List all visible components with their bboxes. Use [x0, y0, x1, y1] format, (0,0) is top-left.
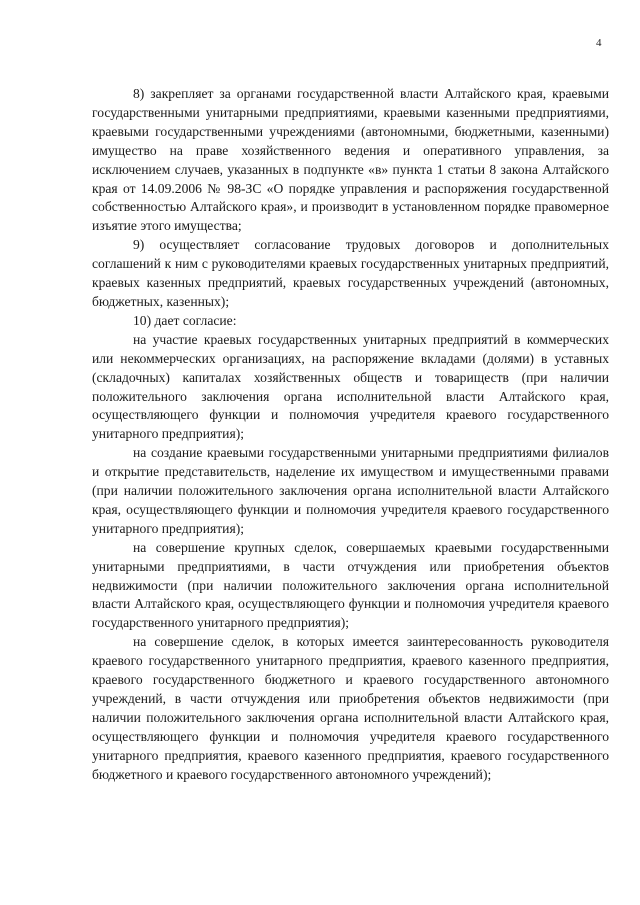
paragraph-consent-branches: на создание краевыми государственными унитарными предприятиями филиалов и открытие представительств, наделение их имуществом и имущественными правами (при наличии положительного заключения органа исполнительной власти Алтайского края, осуществляющего функции и полномочия учредителя краевого государственного унитарного предприятия);: [92, 445, 609, 536]
document-body: [92, 85, 609, 785]
page-number: 4: [596, 37, 602, 49]
paragraph-consent-major-deals: на совершение крупных сделок, совершаемых краевыми государственными унитарными предприятиями, в части отчуждения или приобретения объектов недвижимости (при наличии положительного заключения органа исполнительной власти Алтайского края, осуществляющего функции и полномочия учредителя краевого государственного унитарного предприятия);: [92, 539, 609, 631]
paragraph-consent-participation: на участие краевых государственных унитарных предприятий в коммерческих или некоммерческих организациях, на распоряжение вкладами (долями) в уставных (складочных) капиталах хозяйственных обществ и товариществ (при наличии положительного заключения органа исполнительной власти Алтайского края, осуществляющего функции и полномочия учредителя краевого государственного унитарного предприятия);: [92, 331, 609, 442]
paragraph-item-9: 9) осуществляет согласование трудовых договоров и дополнительных соглашений к ним с руководителями краевых государственных унитарных предприятий, краевых казенных предприятий, краевых государственных учреждений (автономных, бюджетных, казенных);: [92, 237, 609, 309]
paragraph-consent-interested-deals: на совершение сделок, в которых имеется заинтересованность руководителя краевого государственного унитарного предприятия, краевого казенного предприятия, краевого государственного бюджетного и краевого государственного автономного учреждений, в части отчуждения или приобретения объектов недвижимости (при наличии положительного заключения органа исполнительной власти Алтайского края, осуществляющего функции и полномочия учредителя краевого государственного унитарного предприятия, краевого казенного предприятия, краевого государственного бюджетного и краевого государственного автономного учреждений);: [92, 634, 609, 782]
paragraph-item-8: 8) закрепляет за органами государственной власти Алтайского края, краевыми государственными унитарными предприятиями, краевыми казенными предприятиями, краевыми государственными учреждениями (автономными, бюджетными, казенными) имущество на праве хозяйственного ведения и оперативного управления, за исключением случаев, указанных в подпункте «в» пункта 1 статьи 8 закона Алтайского края от 14.09.2006 № 98-ЗС «О порядке управления и распоряжения государственной собственностью Алтайского края», и производит в установленном порядке правомерное изъятие этого имущества;: [92, 86, 609, 234]
paragraph-item-10: 10) дает согласие:: [133, 312, 237, 328]
